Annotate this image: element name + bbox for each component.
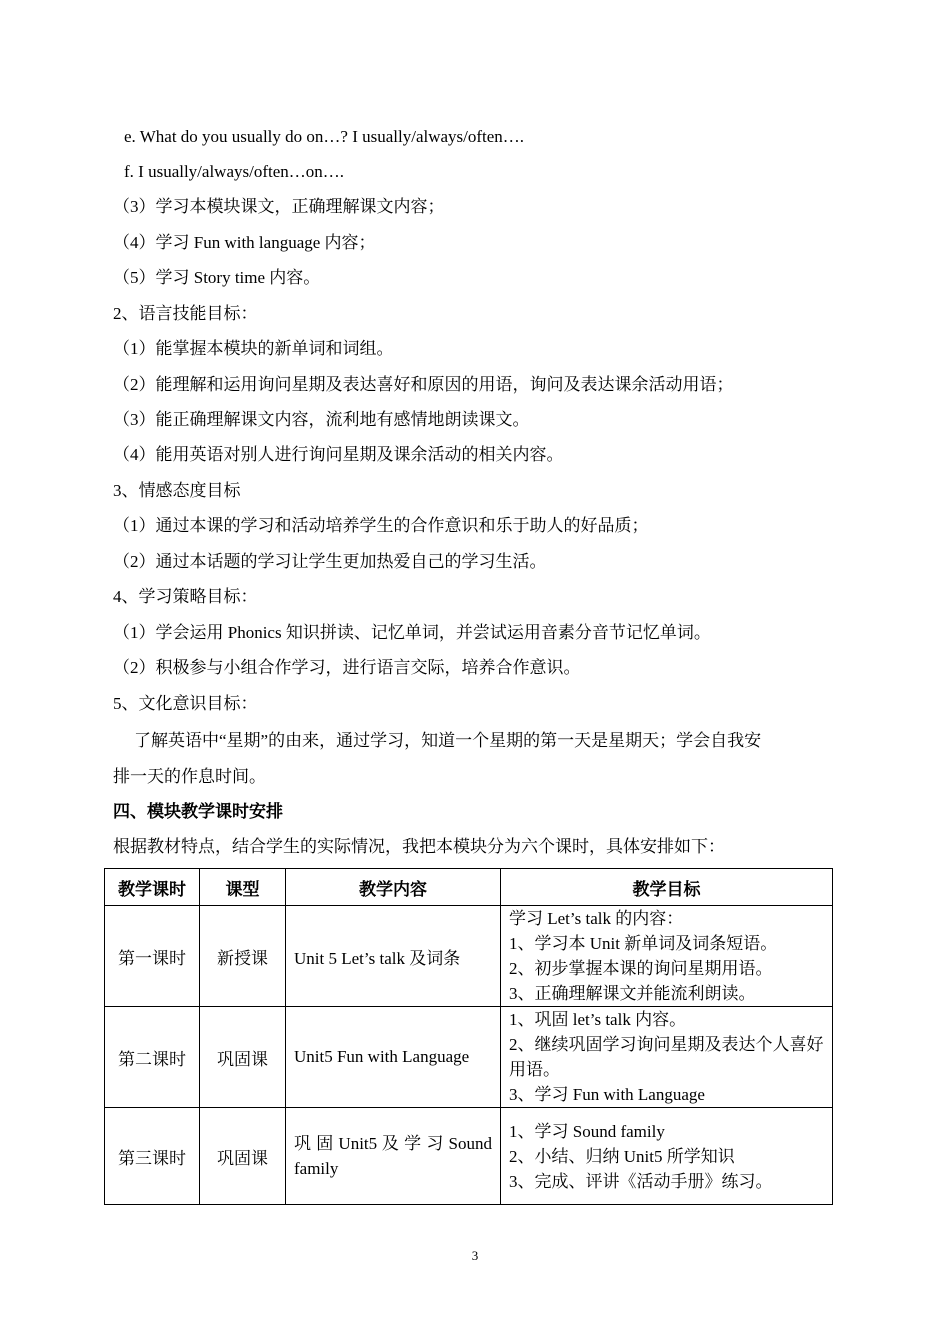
header-content: 教学内容 <box>286 869 501 906</box>
table-header-row <box>105 869 833 906</box>
body-line: （2）通过本话题的学习让学生更加热爱自己的学习生活。 <box>113 552 547 571</box>
cell-type: 巩固课 <box>200 1108 286 1205</box>
table-row <box>105 906 833 1007</box>
goal-line: 1、学习本 Unit 新单词及词条短语。 <box>509 934 778 953</box>
body-line: （1）通过本课的学习和活动培养学生的合作意识和乐于助人的好品质； <box>113 516 649 535</box>
body-line: 了解英语中“星期”的由来，通过学习，知道一个星期的第一天是星期天；学会自我安 <box>134 731 762 750</box>
cell-content: Unit5 Fun with Language <box>286 1007 501 1108</box>
body-line: 5、文化意识目标： <box>113 694 258 713</box>
goal-line: 学习 Let’s talk 的内容： <box>509 909 684 928</box>
goal-line: 2、小结、归纳 Unit5 所学知识 <box>509 1146 735 1166</box>
goal-line: 3、完成、评讲《活动手册》练习。 <box>509 1171 773 1191</box>
cell-goals <box>501 1007 833 1108</box>
body-line: （5）学习 Story time 内容。 <box>113 268 321 287</box>
body-line: 4、学习策略目标： <box>113 587 258 606</box>
table-row <box>105 1108 833 1205</box>
goal-line: 3、学习 Fun with Language <box>509 1085 705 1104</box>
section-title: 四、模块教学课时安排 <box>113 802 283 821</box>
cell-period: 第二课时 <box>105 1007 200 1108</box>
goal-line: 2、继续巩固学习询问星期及表达个人喜好用语。 <box>509 1035 824 1079</box>
body-line: （3）能正确理解课文内容，流利地有感情地朗读课文。 <box>113 410 530 429</box>
cell-goals <box>501 1108 833 1205</box>
goal-line: 2、初步掌握本课的询问星期用语。 <box>509 959 773 978</box>
cell-content: Unit 5 Let’s talk 及词条 <box>286 906 501 1007</box>
cell-type: 新授课 <box>200 906 286 1007</box>
cell-period: 第一课时 <box>105 906 200 1007</box>
body-line: （3）学习本模块课文，正确理解课文内容； <box>113 197 445 216</box>
body-line: （2）积极参与小组合作学习，进行语言交际，培养合作意识。 <box>113 658 581 677</box>
body-line: （1）学会运用 Phonics 知识拼读、记忆单词，并尝试运用音素分音节记忆单词。 <box>113 623 711 642</box>
body-line: f. I usually/always/often…on…. <box>124 162 345 181</box>
body-line: （4）学习 Fun with language 内容； <box>113 233 376 252</box>
body-line: （2）能理解和运用询问星期及表达喜好和原因的用语，询问及表达课余活动用语； <box>113 375 734 394</box>
body-line: （4）能用英语对别人进行询问星期及课余活动的相关内容。 <box>113 445 564 464</box>
lesson-schedule-table <box>104 868 833 1205</box>
goal-line: 1、学习 Sound family <box>509 1121 665 1141</box>
header-type: 课型 <box>200 869 286 906</box>
goal-line: 3、正确理解课文并能流利朗读。 <box>509 984 756 1003</box>
cell-type: 巩固课 <box>200 1007 286 1108</box>
header-goals: 教学目标 <box>501 869 833 906</box>
body-line: 2、语言技能目标： <box>113 304 258 323</box>
intro-paragraph: 根据教材特点，结合学生的实际情况，我把本模块分为六个课时，具体安排如下： <box>113 837 725 856</box>
goal-line: 1、巩固 let’s talk 内容。 <box>509 1010 687 1029</box>
body-line: 3、情感态度目标 <box>113 481 241 500</box>
cell-goals <box>501 906 833 1007</box>
body-line: e. What do you usually do on…? I usually/always/often…. <box>124 127 525 146</box>
cell-period: 第三课时 <box>105 1108 200 1205</box>
header-period: 教学课时 <box>105 869 200 906</box>
body-line: （1）能掌握本模块的新单词和词组。 <box>113 339 394 358</box>
table-row <box>105 1007 833 1108</box>
page-number: 3 <box>471 1248 479 1263</box>
body-line: 排一天的作息时间。 <box>113 767 266 786</box>
cell-content: 巩 固 Unit5 及 学 习 Sound family <box>286 1108 501 1205</box>
